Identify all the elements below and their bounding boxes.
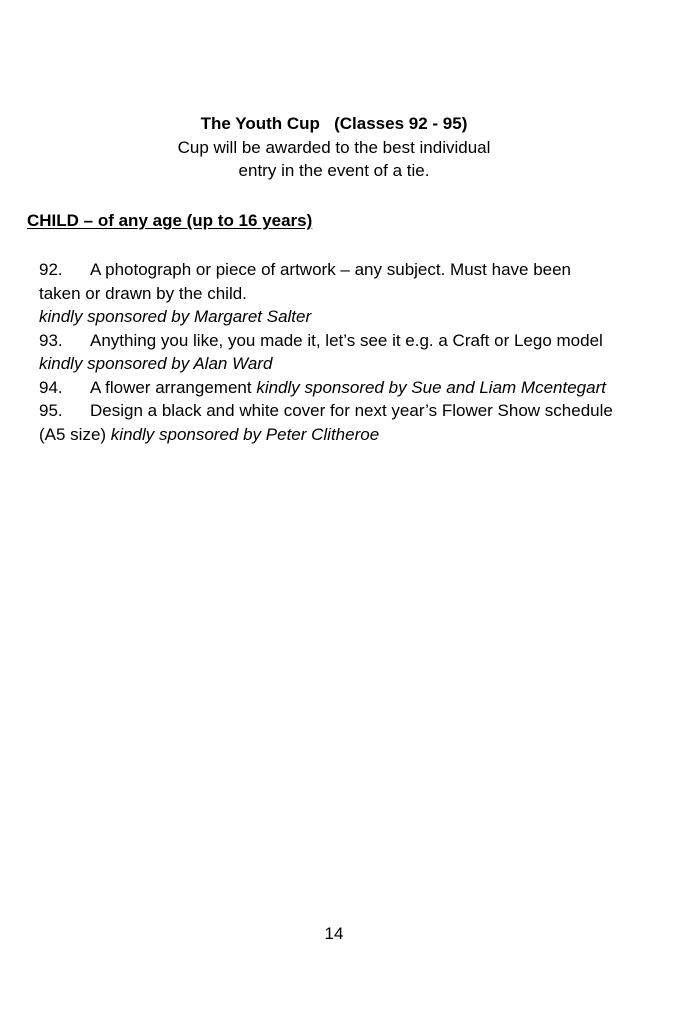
class-description: A flower arrangement — [90, 377, 257, 397]
class-number: 93. — [39, 330, 63, 350]
class-line — [39, 329, 659, 353]
section-title: CHILD – of any age (up to 16 years) — [27, 211, 313, 230]
class-number: 94. — [39, 377, 63, 397]
class-item-93 — [39, 329, 659, 376]
cup-title: The Youth Cup (Classes 92 - 95) — [200, 114, 468, 133]
class-sponsor: kindly sponsored by Alan Ward — [39, 354, 273, 373]
class-line-continued — [39, 423, 659, 447]
cup-subtitle-line1: Cup will be awarded to the best individual — [177, 137, 491, 157]
class-number: 92. — [39, 260, 63, 279]
class-description-continued: taken or drawn by the child. — [39, 283, 247, 303]
cup-heading — [0, 112, 668, 183]
class-sponsor: kindly sponsored by Sue and Liam Mcentegart — [256, 377, 606, 397]
class-line — [39, 376, 659, 400]
cup-subtitle-line2: entry in the event of a tie. — [238, 161, 430, 180]
class-description-continued: (A5 size) — [39, 424, 111, 444]
class-item-94 — [39, 376, 659, 400]
page-number: 14 — [324, 924, 344, 943]
class-line — [39, 258, 659, 282]
class-sponsor: kindly sponsored by Peter Clitheroe — [110, 424, 380, 444]
class-item-92 — [39, 258, 659, 329]
class-list — [39, 258, 659, 446]
class-description: A photograph or piece of artwork – any subject. Must have been — [90, 260, 572, 279]
class-item-95 — [39, 399, 659, 446]
class-sponsor: kindly sponsored by Margaret Salter — [39, 307, 312, 326]
class-number: 95. — [39, 401, 63, 420]
class-description: Anything you like, you made it, let’s see it e.g. a Craft or Lego model — [90, 330, 603, 350]
class-line — [39, 399, 659, 423]
class-description: Design a black and white cover for next year’s Flower Show schedule — [90, 401, 613, 420]
